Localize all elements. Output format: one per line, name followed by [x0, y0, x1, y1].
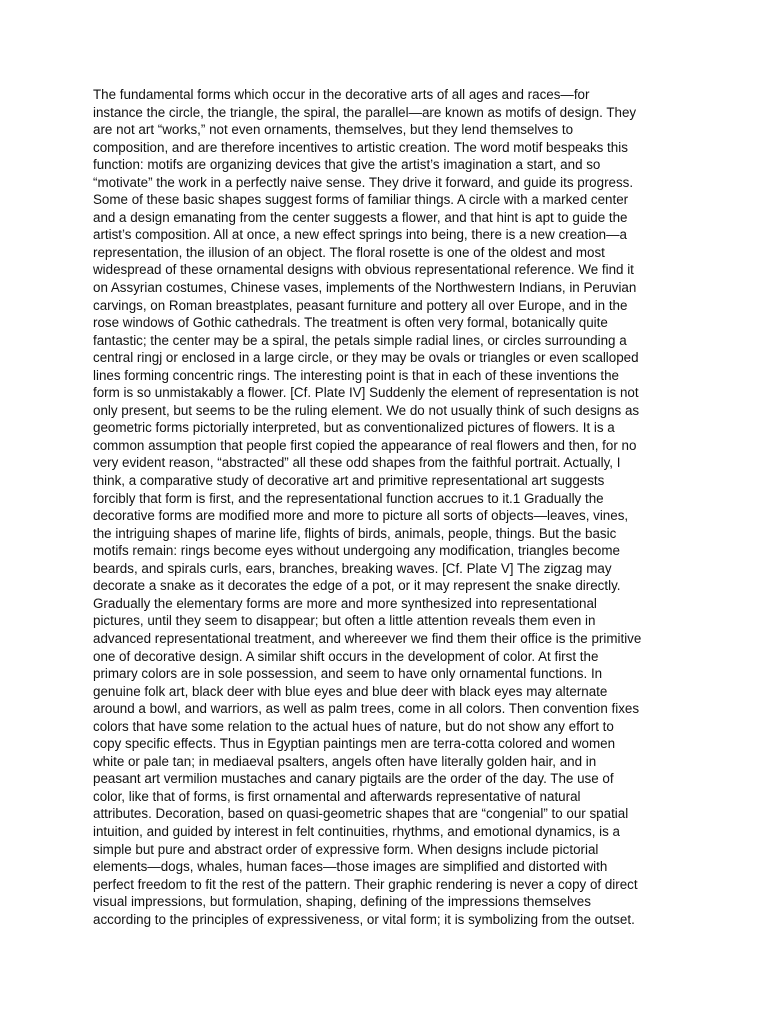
- text-line: peasant art vermilion mustaches and canary pigtails are the order of the day. The use of: [93, 771, 614, 787]
- text-line: artist’s composition. All at once, a new effect springs into being, there is a new creation—a: [93, 227, 627, 243]
- text-line: only present, but seems to be the ruling element. We do not usually think of such designs as: [93, 402, 640, 418]
- text-line: instance the circle, the triangle, the spiral, the parallel—are known as motifs of design. They: [93, 104, 637, 120]
- text-line: color, like that of forms, is first ornamental and afterwards representative of natural: [93, 788, 581, 804]
- text-line: genuine folk art, black deer with blue eyes and blue deer with black eyes may alternate: [93, 683, 608, 699]
- text-line: decorative forms are modified more and more to picture all sorts of objects—leaves, vines,: [93, 508, 629, 524]
- text-line: think, a comparative study of decorative art and primitive representational art suggests: [93, 473, 605, 489]
- text-line: common assumption that people first copied the appearance of real flowers and then, for no: [93, 437, 637, 453]
- text-line: lines forming concentric rings. The interesting point is that in each of these inventions the: [93, 367, 620, 383]
- text-line: advanced representational treatment, and whereever we find them their office is the primitive: [93, 630, 642, 646]
- text-line: and a design emanating from the center suggests a flower, and that hint is apt to guide the: [93, 209, 628, 225]
- text-line: visual impressions, but formulation, shaping, defining of the impressions themselves: [93, 894, 591, 910]
- text-line: very evident reason, “abstracted” all these odd shapes from the faithful portrait. Actually, I: [93, 455, 621, 471]
- text-line: forcibly that form is first, and the representational function accrues to it.1 Gradually the: [93, 490, 604, 506]
- text-line: primary colors are in sole possession, and seem to have only ornamental functions. In: [93, 666, 603, 682]
- text-line: Some of these basic shapes suggest forms of familiar things. A circle with a marked center: [93, 192, 629, 208]
- text-line: beards, and spirals curls, ears, branches, breaking waves. [Cf. Plate V] The zigzag may: [93, 560, 612, 576]
- text-line: form is so unmistakably a flower. [Cf. Plate IV] Suddenly the element of representation is not: [93, 385, 639, 401]
- text-line: colors that have some relation to the actual hues of nature, but do not show any effort to: [93, 718, 614, 734]
- text-line: pictures, until they seem to disappear; but often a little attention reveals them even in: [93, 613, 596, 629]
- text-line: perfect freedom to fit the rest of the pattern. Their graphic rendering is never a copy of direct: [93, 876, 638, 892]
- text-line: simple but pure and abstract order of expressive form. When designs include pictorial: [93, 841, 599, 857]
- text-line: rose windows of Gothic cathedrals. The treatment is often very formal, botanically quite: [93, 315, 608, 331]
- text-line: The fundamental forms which occur in the decorative arts of all ages and races—for: [93, 87, 590, 102]
- text-line: “motivate” the work in a perfectly naive sense. They drive it forward, and guide its progress.: [93, 174, 634, 190]
- text-line: decorate a snake as it decorates the edge of a pot, or it may represent the snake directly.: [93, 578, 621, 594]
- text-line: fantastic; the center may be a spiral, the petals simple radial lines, or circles surrounding a: [93, 332, 627, 348]
- text-line: the intriguing shapes of marine life, flights of birds, animals, people, things. But the basic: [93, 525, 617, 541]
- text-line: copy specific effects. Thus in Egyptian paintings men are terra-cotta colored and women: [93, 736, 616, 752]
- text-line: carvings, on Roman breastplates, peasant furniture and pottery all over Europe, and in the: [93, 297, 628, 313]
- text-line: around a bowl, and warriors, as well as palm trees, come in all colors. Then convention fixes: [93, 701, 640, 717]
- text-line: according to the principles of expressiveness, or vital form; it is symbolizing from the outset.: [93, 911, 635, 927]
- text-line: representation, the illusion of an object. The floral rosette is one of the oldest and most: [93, 244, 605, 260]
- text-line: Gradually the elementary forms are more and more synthesized into representational: [93, 595, 597, 611]
- text-line: motifs remain: rings become eyes without undergoing any modification, triangles become: [93, 543, 620, 559]
- body-paragraph: [93, 86, 683, 928]
- text-line: white or pale tan; in mediaeval psalters, angels often have literally golden hair, and in: [93, 753, 597, 769]
- text-line: composition, and are therefore incentives to artistic creation. The word motif bespeaks this: [93, 139, 628, 155]
- text-line: are not art “works,” not even ornaments, themselves, but they lend themselves to: [93, 122, 574, 138]
- text-line: geometric forms pictorially interpreted, but as conventionalized pictures of flowers. It is a: [93, 420, 615, 436]
- text-line: intuition, and guided by interest in felt continuities, rhythms, and emotional dynamics, is a: [93, 823, 620, 839]
- text-line: function: motifs are organizing devices that give the artist’s imagination a start, and so: [93, 157, 601, 173]
- text-line: on Assyrian costumes, Chinese vases, implements of the Northwestern Indians, in Peruvian: [93, 280, 637, 296]
- text-line: elements—dogs, whales, human faces—those images are simplified and distorted with: [93, 859, 608, 875]
- text-line: attributes. Decoration, based on quasi-geometric shapes that are “congenial” to our spatial: [93, 806, 629, 822]
- text-line: widespread of these ornamental designs with obvious representational reference. We find it: [93, 262, 634, 278]
- text-line: central ringj or enclosed in a large circle, or they may be ovals or triangles or even scalloped: [93, 350, 639, 366]
- text-line: one of decorative design. A similar shift occurs in the development of color. At first the: [93, 648, 599, 664]
